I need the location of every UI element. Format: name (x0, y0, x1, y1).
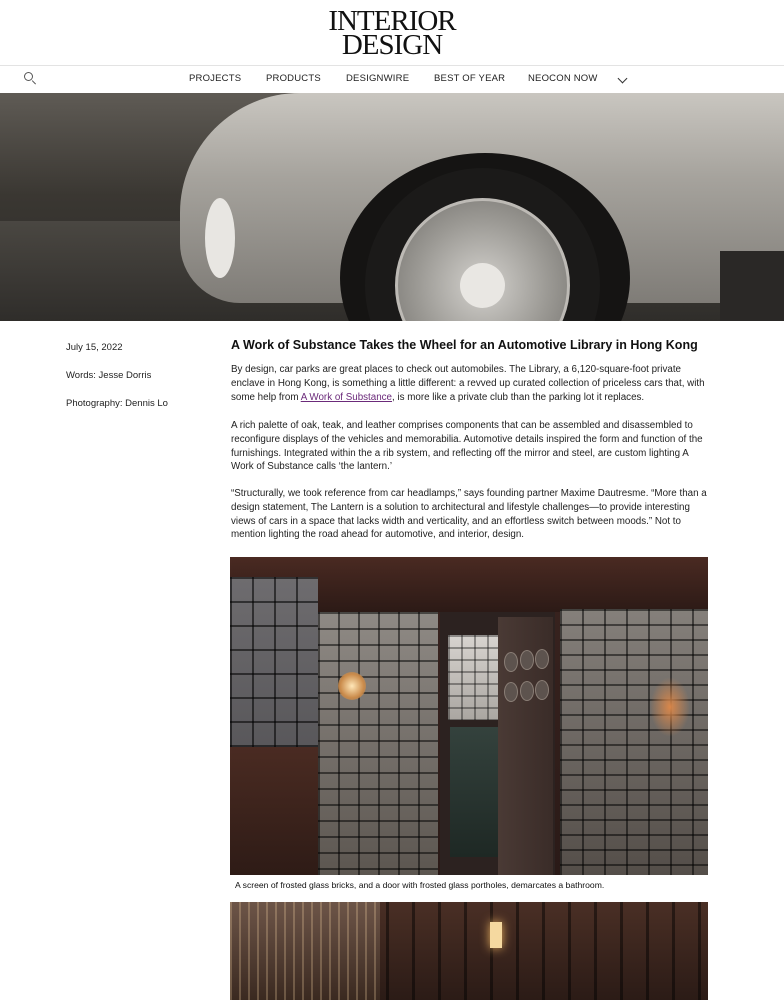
nav-item-products[interactable]: PRODUCTS (266, 73, 321, 84)
site-logo[interactable] (328, 5, 456, 61)
nav-item-projects[interactable]: PROJECTS (189, 73, 242, 84)
search-icon[interactable] (24, 72, 36, 84)
article-photo-2 (230, 902, 708, 1000)
logo-line-2: DESIGN (341, 29, 443, 61)
nav-item-best-of-year[interactable]: BEST OF YEAR (434, 73, 506, 84)
paragraph-1-text-a: By design, car parks are great places to check out automobiles. The Library, a 6,120-square-foot private enclave in Hong Kong, is something a little different: a revved up curated collection of priceless cars that, with some help from (231, 364, 705, 403)
site-header (0, 0, 784, 66)
article-paragraph-1 (231, 363, 711, 404)
article-paragraph-3: “Structurally, we took reference from car headlamps,” says founding partner Maxime Dautresme. “More than a design statement, The Lantern is a solution to architectural and lifestyle challenges—to provide interesting views of cars in a space that lacks width and verticality, and an effortless switch between moods.” Not to mention lighting the road ahead for automotive, and interior, design. (231, 488, 707, 541)
hero-image (0, 93, 784, 321)
article-photo-bathroom-screen (230, 557, 708, 875)
article-title: A Work of Substance Takes the Wheel for an Automotive Library in Hong Kong (231, 338, 698, 352)
paragraph-1-text-b: , is more like a private club than the parking lot it replaces. (392, 391, 645, 403)
article-author: Words: Jesse Dorris (66, 370, 152, 381)
work-of-substance-link[interactable]: A Work of Substance (300, 391, 393, 403)
nav-item-designwire[interactable]: DESIGNWIRE (346, 73, 410, 84)
nav-item-neocon-now[interactable]: NEOCON NOW (528, 73, 598, 84)
main-nav (0, 66, 784, 93)
logo-line-1: INTERIOR (328, 5, 456, 37)
article-date: July 15, 2022 (66, 342, 123, 353)
chevron-down-icon[interactable] (618, 74, 628, 84)
article-paragraph-2: A rich palette of oak, teak, and leather comprises components that can be assembled and disassembled to reconfigure displays of the vehicles and memorabilia. Automotive details inspired the form and function of the furnishings. Integrated within the a rib system, and reflecting off the mirror and steel, are custom lighting A Work of Substance calls ‘the lantern.’ (231, 420, 703, 473)
photo-caption: A screen of frosted glass bricks, and a door with frosted glass portholes, demarcates a bathroom. (235, 880, 605, 890)
article-photographer: Photography: Dennis Lo (66, 398, 168, 409)
